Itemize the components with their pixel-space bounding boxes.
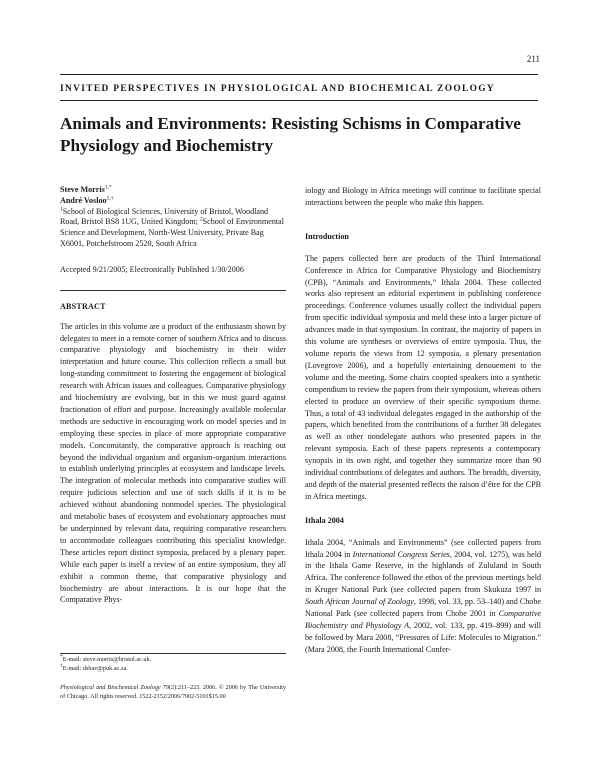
- article-title: Animals and Environments: Resisting Schisms in Comparative Physiology and Biochemistry: [60, 114, 521, 155]
- journal-details: 79(2):211–223. 2006. © 2006 by The University of Chicago. All rights reserved. 1522-2152/2006/7902-5101$15.00: [60, 684, 286, 700]
- author-block: [60, 185, 286, 250]
- accepted-date: Accepted 9/21/2005; Electronically Published 1/30/2006: [60, 264, 244, 274]
- affiliations: [60, 207, 286, 250]
- abstract-heading: ABSTRACT: [60, 301, 106, 311]
- journal-citation: [60, 684, 286, 702]
- citation-italic: South African Journal of Zoology: [305, 597, 414, 607]
- citation-italic: International Congress Series: [352, 549, 450, 559]
- affiliation-2: School of Environmental Science and Development, North-West University, Private Bag X6001, Potchefstroom 2520, South Africa: [60, 217, 284, 248]
- author-superscript: 1,*: [104, 184, 112, 191]
- section-heading-introduction: Introduction: [305, 231, 349, 241]
- introduction-text: The papers collected here are products of the Third International Conference in Africa for Comparative Physiology and Biochemistry (CPB), “Animals and Environments,” Ithala 2004. These collected works also represent an editorial experiment in publishing conference proceedings. Conference volumes usually collect the individual papers from specific individual symposia and meld these into a larger picture of advances made in that symposium. In contrast, the majority of papers in this volume are syntheses or overviews of entire symposia. Thus, the volume reports the views from 12 symposia, a plenary presentation (Lovegrove 2006), and a hopefully entertaining denouement to the volume and the meeting. Some chairs coopted speakers into a synthetic compendium to review the papers from their symposium, whereas others elected to produce an overview of their specific symposium theme. Thus, a total of 43 individual delegates engaged in the authorship of the papers, which benefited from the contributions of a further 38 delegates as well as other nondelegate authors who presented papers in the relevant symposia. Each of these papers represents a contemporary synopsis in its own right, and together they summarize more than 90 individual contributions of delegates and authors. The breadth, diversity, and depth of the material presented reflects the raison d’être for the CPB in Africa meetings.: [305, 253, 542, 501]
- author-superscript: 2,†: [106, 195, 114, 202]
- header-rule-bottom: [60, 100, 538, 101]
- header-rule-top: [60, 74, 538, 75]
- footnote-text: E-mail: dsbav@puk.ac.za.: [62, 665, 128, 672]
- affiliation-1: School of Biological Sciences, University of Bristol, Woodland Road, Bristol BS8 1UG, United Kingdom;: [60, 206, 269, 227]
- footnote: [60, 662, 286, 673]
- abstract-text: The articles in this volume are a product of the enthusiasm shown by delegates to meet in a remote corner of southern Africa and to discuss comparative physiology and biochemistry in their wider interpretation and future course. This collection reflects a small but long-standing commitment to fostering the engagement of biological research with African issues and colleagues. Comparative physiology and biochemistry are evolving, but in this we must guard against fractionation of effort and purpose. Increasingly available molecular methods are seductive in encouraging work on model species and in employing these species in place of more appropriate comparative models. Concomitantly, the comparative approach is reaching out beyond the individual organism and organism-organism interactions to establish underlying principles at ecosystem and landscape levels. The integration of molecular methods into comparative studies will require judicious selection and use of such skills if it is to be achieved without abandoning nonmodel species. The physiological and metabolic bases of ecosystem and evolutionary approaches must be underpinned by relevant data, requiring comparative researchers to accommodate colleagues contributing this specialist knowledge. These articles report distinct symposia, prefaced by a plenary paper. While each paper is itself a review of an entire symposium, they all exhibit a common theme, that comparative physiology and biochemistry are about interactions. It is our hope that the Comparative Phys-: [60, 321, 286, 605]
- author-name: Steve Morris: [60, 185, 105, 194]
- footnote-mark: †: [60, 662, 63, 669]
- page-number: 211: [526, 54, 540, 64]
- section-banner: INVITED PERSPECTIVES IN PHYSIOLOGICAL AND BIOCHEMICAL ZOOLOGY: [60, 84, 496, 94]
- ithala-text: Ithala 2004, “Animals and Environments” (see collected papers from Ithala 2004 in International Congress Series, 2004, vol. 1275), was held in the Ithala Game Reserve, in the highlands of Zululand in South Africa. The conference followed the ethos of the previous meetings held in Kruger National Park (see collected papers from Skukuza 1997 in South African Journal of Zoology, 1998, vol. 33, pp. 53–140) and Chobe National Park (see collected papers from Chobe 2001 in Comparative Biochemistry and Physiology A, 2002, vol. 133, pp. 419–899) and will be followed by Mara 2008, “Pressures of Life: Molecules to Migration.” (Mara 2008, the Fourth International Confer-: [305, 537, 541, 654]
- affiliation-mark: 1: [60, 205, 63, 212]
- footnote-rule: [60, 653, 286, 654]
- journal-name: Physiological and Biochemical Zoology: [60, 684, 161, 691]
- abstract-rule: [60, 290, 286, 291]
- affiliation-mark: 2: [199, 216, 203, 223]
- citation-italic: Comparative Biochemistry and Physiology A: [305, 609, 541, 630]
- abstract-continuation: iology and Biology in Africa meetings will continue to facilitate special interactions between the people who make this happen.: [305, 186, 541, 207]
- author-name: André Vosloo: [60, 195, 107, 205]
- left-column: [60, 185, 286, 606]
- section-heading-ithala: Ithala 2004: [305, 515, 344, 525]
- footnote-text: E-mail: steve.morris@bristol.ac.uk.: [62, 656, 152, 663]
- footnote-mark: *: [60, 653, 63, 660]
- footnote: [60, 653, 286, 664]
- right-column: [305, 185, 541, 656]
